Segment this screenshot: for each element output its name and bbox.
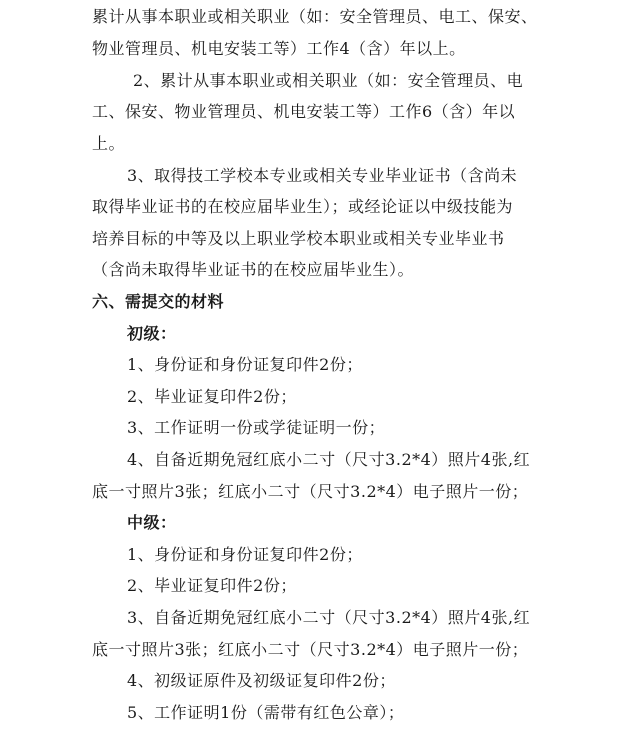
section-heading: 六、需提交的材料 (92, 292, 225, 311)
list-item: 2、毕业证复印件2份； (127, 576, 297, 595)
list-item: 4、初级证原件及初级证复印件2份； (127, 671, 396, 690)
text-line-2: 物业管理员、机电安装工等）工作4（含）年以上。 (92, 39, 466, 58)
list-item: 4、自备近期免冠红底小二寸（尺寸3.2*4）照片4张,红 (127, 450, 531, 469)
text-line-3: 2、累计从事本职业或相关职业（如：安全管理员、电 (133, 71, 524, 90)
list-item: 2、毕业证复印件2份； (127, 387, 297, 406)
list-item: 1、身份证和身份证复印件2份； (127, 355, 363, 374)
list-item-continuation: 底一寸照片3张；红底小二寸（尺寸3.2*4）电子照片一份； (92, 640, 529, 659)
list-item: 3、工作证明一份或学徒证明一份； (127, 418, 386, 437)
text-line-4: 工、保安、物业管理员、机电安装工等）工作6（含）年以 (92, 102, 516, 121)
text-line-9: （含尚未取得毕业证书的在校应届毕业生）。 (92, 260, 415, 279)
list-item-continuation: 底一寸照片3张；红底小二寸（尺寸3.2*4）电子照片一份； (92, 482, 529, 501)
list-item: 1、身份证和身份证复印件2份； (127, 545, 363, 564)
list-item: 5、工作证明1份（需带有红色公章）； (127, 703, 405, 722)
text-line-5: 上。 (92, 134, 126, 153)
subheading-intermediate: 中级： (127, 513, 177, 532)
text-line-1: 累计从事本职业或相关职业（如：安全管理员、电工、保安、 (92, 7, 538, 26)
text-line-7: 取得毕业证书的在校应届毕业生）；或经论证以中级技能为 (92, 197, 514, 216)
subheading-primary: 初级： (127, 324, 177, 343)
text-line-6: 3、取得技工学校本专业或相关专业毕业证书（含尚未 (127, 166, 518, 185)
list-item: 3、自备近期免冠红底小二寸（尺寸3.2*4）照片4张,红 (127, 608, 531, 627)
text-line-8: 培养目标的中等及以上职业学校本职业或相关专业毕业书 (92, 229, 505, 248)
